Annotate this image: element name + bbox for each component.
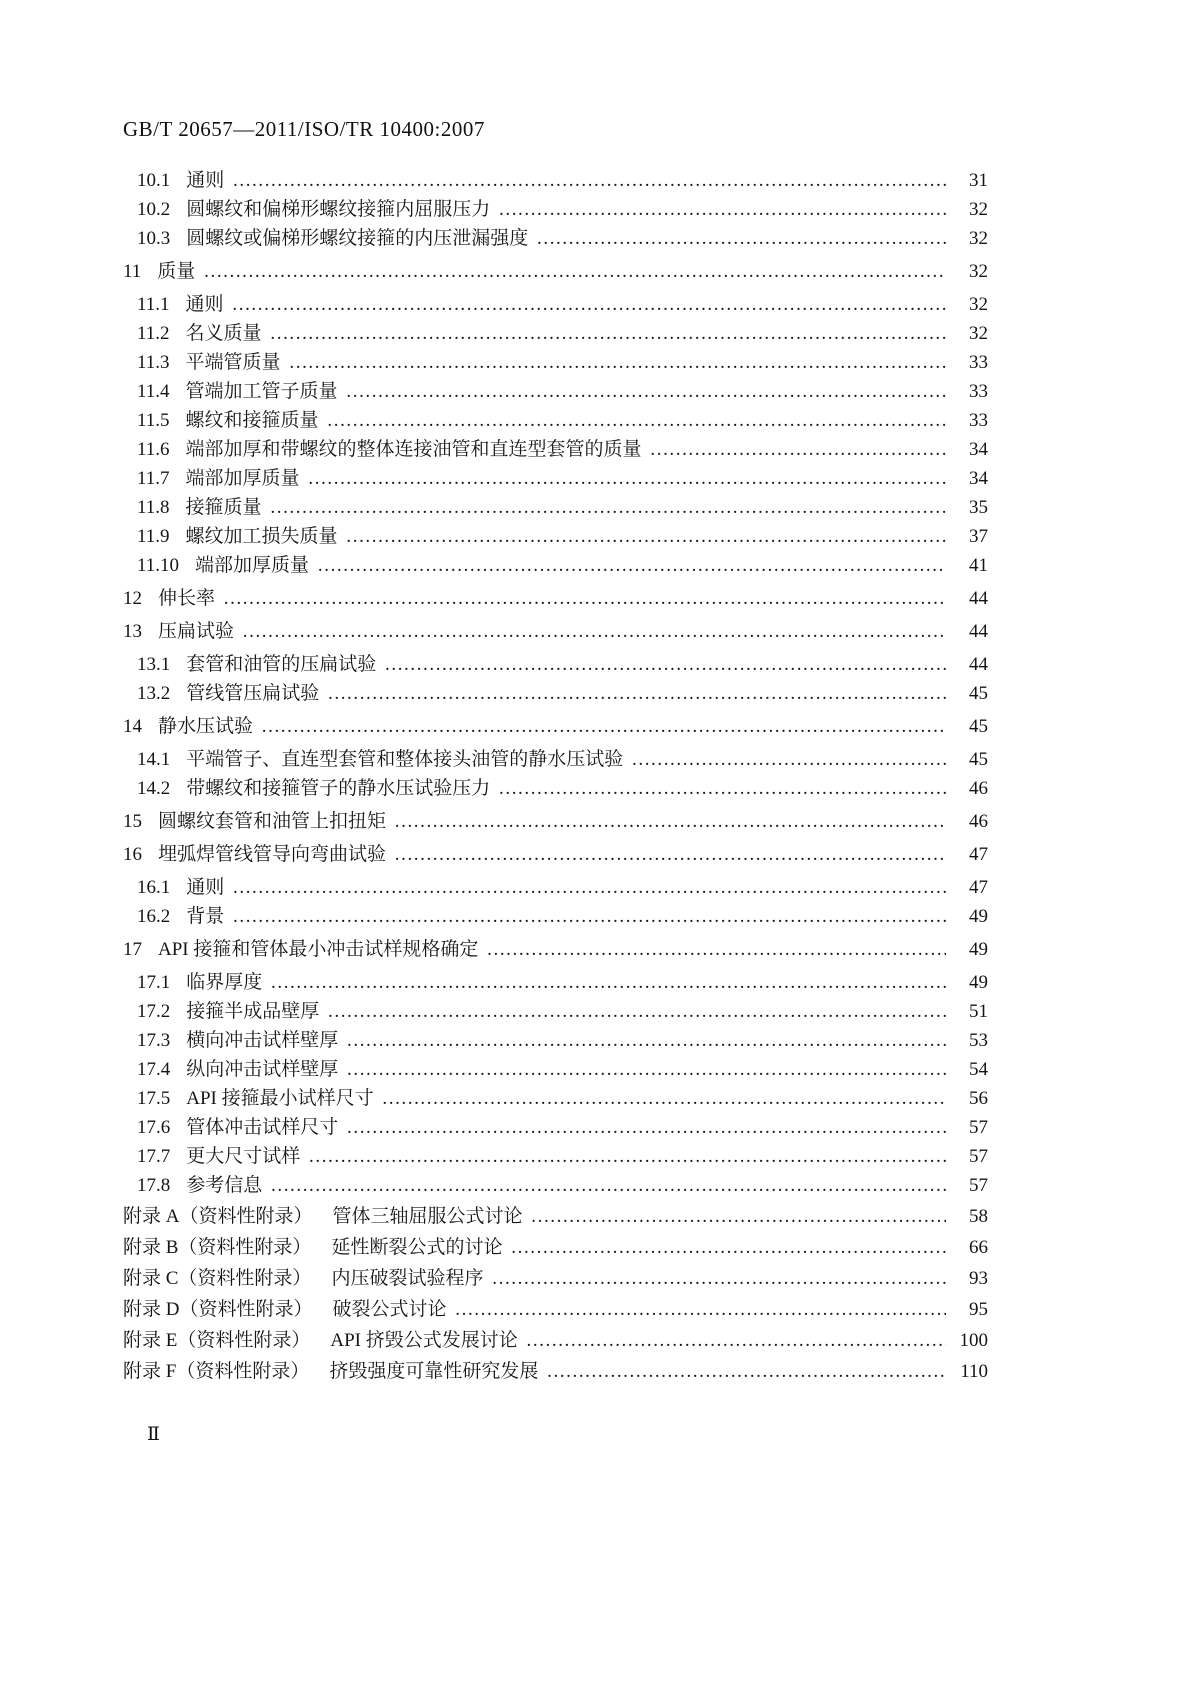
toc-entry <box>123 679 988 708</box>
toc-entry-title: 内压破裂试验程序 <box>331 1268 484 1289</box>
toc-entry-number: 11.6 <box>137 439 170 460</box>
toc-entry-number: 11.7 <box>137 468 170 489</box>
toc-entry-page: 44 <box>969 621 988 642</box>
toc-leader-dots <box>498 195 946 224</box>
toc-entry-title: 压扁试验 <box>158 621 235 642</box>
toc-entry <box>123 377 988 406</box>
toc-entry <box>123 1357 988 1386</box>
toc-entry-number: 13.1 <box>137 654 171 675</box>
toc-entry-number: 16.1 <box>137 877 171 898</box>
toc-entry-page: 37 <box>969 526 988 547</box>
toc-entry <box>123 290 988 319</box>
toc-entry-number: 附录 B（资料性附录） <box>123 1237 312 1258</box>
toc-entry-number: 14 <box>123 716 142 737</box>
toc-entry-title: 更大尺寸试样 <box>186 1146 301 1167</box>
toc-entry-number: 附录 A（资料性附录） <box>123 1206 313 1227</box>
toc-entry-page: 34 <box>969 468 988 489</box>
toc-entry-number: 11.10 <box>137 555 180 576</box>
toc-entry-title: 管端加工管子质量 <box>185 381 338 402</box>
toc-entry-number: 附录 F（资料性附录） <box>123 1361 310 1382</box>
toc-entry-number: 11.1 <box>137 294 170 315</box>
toc-entry <box>123 807 988 836</box>
toc-entry <box>123 968 988 997</box>
toc-entry-page: 53 <box>969 1030 988 1051</box>
toc-entry-number: 附录 E（资料性附录） <box>123 1330 311 1351</box>
toc-entry-page: 46 <box>969 811 988 832</box>
toc-entry <box>123 166 988 195</box>
toc-entry <box>123 712 988 741</box>
toc-entry-title: 接箍半成品壁厚 <box>186 1001 320 1022</box>
toc-entry <box>123 406 988 435</box>
toc-entry-page: 33 <box>969 352 988 373</box>
toc-entry-title: 圆螺纹套管和油管上扣扭矩 <box>158 811 387 832</box>
toc-leader-dots <box>346 1113 946 1142</box>
toc-entry-number: 11.3 <box>137 352 170 373</box>
toc-leader-dots <box>261 712 946 741</box>
toc-leader-dots <box>346 1055 946 1084</box>
toc-entry-number: 11 <box>123 261 142 282</box>
toc-entry-title: 套管和油管的压扁试验 <box>186 654 377 675</box>
toc-entry <box>123 257 988 286</box>
toc-leader-dots <box>289 348 946 377</box>
toc-entry-title: API 接箍和管体最小冲击试样规格确定 <box>158 939 479 960</box>
toc-leader-dots <box>394 807 946 836</box>
toc-leader-dots <box>327 406 946 435</box>
toc-leader-dots <box>394 840 946 869</box>
toc-entry <box>123 584 988 613</box>
toc-entry-title: 带螺纹和接箍管子的静水压试验压力 <box>186 778 491 799</box>
toc-entry-title: 临界厚度 <box>186 972 263 993</box>
toc-entry-page: 32 <box>969 294 988 315</box>
toc-leader-dots <box>232 166 946 195</box>
toc-entry <box>123 1264 988 1293</box>
toc-leader-dots <box>486 935 946 964</box>
toc-entry-number: 11.2 <box>137 323 170 344</box>
toc-entry-number: 14.2 <box>137 778 171 799</box>
toc-entry-title: 通则 <box>185 294 224 315</box>
toc-entry <box>123 195 988 224</box>
toc-entry <box>123 319 988 348</box>
toc-entry-page: 57 <box>969 1146 988 1167</box>
toc-entry-page: 58 <box>969 1206 988 1227</box>
toc-entry-page: 66 <box>969 1237 988 1258</box>
toc-leader-dots <box>510 1233 946 1262</box>
toc-leader-dots <box>631 745 946 774</box>
toc-entry <box>123 1055 988 1084</box>
toc-entry-title: API 接箍最小试样尺寸 <box>186 1088 374 1109</box>
toc-entry-number: 10.1 <box>137 170 171 191</box>
toc-entry-page: 44 <box>969 654 988 675</box>
toc-entry-title: 通则 <box>186 170 225 191</box>
toc-entry-title: 平端管子、直连型套管和整体接头油管的静水压试验 <box>186 749 624 770</box>
toc-leader-dots <box>242 617 946 646</box>
toc-entry <box>123 774 988 803</box>
toc-entry <box>123 1233 988 1262</box>
toc-leader-dots <box>223 584 946 613</box>
toc-leader-dots <box>270 1171 946 1200</box>
toc-entry <box>123 617 988 646</box>
toc-entry-page: 34 <box>969 439 988 460</box>
toc-entry-number: 16.2 <box>137 906 171 927</box>
toc-entry-page: 44 <box>969 588 988 609</box>
toc-entry-number: 13 <box>123 621 142 642</box>
toc-leader-dots <box>270 968 946 997</box>
toc-entry-number: 17 <box>123 939 142 960</box>
toc-entry <box>123 745 988 774</box>
toc-entry <box>123 650 988 679</box>
toc-leader-dots <box>650 435 946 464</box>
toc-leader-dots <box>232 873 946 902</box>
toc-entry-page: 51 <box>969 1001 988 1022</box>
toc-entry-number: 10.3 <box>137 228 171 249</box>
toc-entry <box>123 1202 988 1231</box>
toc-entry-title: 埋弧焊管线管导向弯曲试验 <box>158 844 387 865</box>
toc-entry-page: 56 <box>969 1088 988 1109</box>
toc-entry-number: 11.9 <box>137 526 170 547</box>
toc-leader-dots <box>270 493 946 522</box>
toc-entry-page: 57 <box>969 1117 988 1138</box>
toc-entry-number: 10.2 <box>137 199 171 220</box>
toc-entry <box>123 997 988 1026</box>
toc-entry-title: 圆螺纹或偏梯形螺纹接箍的内压泄漏强度 <box>186 228 529 249</box>
toc-entry-number: 17.6 <box>137 1117 171 1138</box>
toc-entry-page: 32 <box>969 228 988 249</box>
toc-leader-dots <box>232 290 946 319</box>
toc-entry-title: 横向冲击试样壁厚 <box>186 1030 339 1051</box>
toc-entry <box>123 902 988 931</box>
toc-entry-page: 45 <box>969 749 988 770</box>
toc-entry <box>123 1326 988 1355</box>
toc-entry-title: 接箍质量 <box>185 497 262 518</box>
toc-leader-dots <box>384 650 946 679</box>
toc-leader-dots <box>346 522 946 551</box>
toc-entry <box>123 551 988 580</box>
toc-entry-number: 14.1 <box>137 749 171 770</box>
toc-entry-title: 参考信息 <box>186 1175 263 1196</box>
toc-entry-title: 管体冲击试样尺寸 <box>186 1117 339 1138</box>
toc-entry-page: 47 <box>969 844 988 865</box>
toc-entry-title: 静水压试验 <box>158 716 254 737</box>
toc-entry <box>123 935 988 964</box>
toc-entry-page: 49 <box>969 972 988 993</box>
toc-entry-title: 延性断裂公式的讨论 <box>331 1237 503 1258</box>
toc-entry-page: 33 <box>969 410 988 431</box>
toc-entry-title: 通则 <box>186 877 225 898</box>
toc-entry <box>123 1113 988 1142</box>
toc-entry-page: 95 <box>969 1299 988 1320</box>
toc-leader-dots <box>327 997 946 1026</box>
toc-entry-title: 螺纹和接箍质量 <box>185 410 319 431</box>
toc-entry-page: 32 <box>969 199 988 220</box>
toc-entry <box>123 464 988 493</box>
toc-entry <box>123 493 988 522</box>
toc-entry <box>123 1142 988 1171</box>
toc-leader-dots <box>346 1026 946 1055</box>
toc-entry-page: 47 <box>969 877 988 898</box>
toc-entry-title: 平端管质量 <box>185 352 281 373</box>
toc-entry-page: 45 <box>969 716 988 737</box>
toc-entry-page: 33 <box>969 381 988 402</box>
toc-entry <box>123 224 988 253</box>
toc-entry-page: 32 <box>969 323 988 344</box>
toc-entry-page: 49 <box>969 906 988 927</box>
toc-entry-number: 17.2 <box>137 1001 171 1022</box>
toc-entry-number: 17.7 <box>137 1146 171 1167</box>
toc-entry-title: 螺纹加工损失质量 <box>185 526 338 547</box>
toc-entry <box>123 348 988 377</box>
toc-leader-dots <box>526 1326 946 1355</box>
toc-leader-dots <box>203 257 946 286</box>
toc-entry-title: 破裂公式讨论 <box>332 1299 447 1320</box>
toc-entry-page: 49 <box>969 939 988 960</box>
toc-entry-page: 46 <box>969 778 988 799</box>
toc-entry-title: 挤毁强度可靠性研究发展 <box>329 1361 539 1382</box>
toc-entry-number: 17.8 <box>137 1175 171 1196</box>
page-number: Ⅱ <box>147 1424 160 1445</box>
document-standard-number: GB/T 20657—2011/ISO/TR 10400:2007 <box>123 117 485 141</box>
toc-leader-dots <box>546 1357 946 1386</box>
toc-entry-number: 12 <box>123 588 142 609</box>
toc-leader-dots <box>327 679 946 708</box>
toc-leader-dots <box>308 464 946 493</box>
toc-entry-number: 附录 D（资料性附录） <box>123 1299 313 1320</box>
toc-entry <box>123 1084 988 1113</box>
toc-leader-dots <box>308 1142 946 1171</box>
toc-entry-page: 54 <box>969 1059 988 1080</box>
toc-entry-number: 17.3 <box>137 1030 171 1051</box>
toc-entry-number: 17.4 <box>137 1059 171 1080</box>
toc-entry-number: 17.1 <box>137 972 171 993</box>
toc-leader-dots <box>346 377 946 406</box>
toc-leader-dots <box>232 902 946 931</box>
toc-entry-number: 11.5 <box>137 410 170 431</box>
toc-entry-number: 11.4 <box>137 381 170 402</box>
toc-entry-number: 附录 C（资料性附录） <box>123 1268 312 1289</box>
toc-entry-title: API 挤毁公式发展讨论 <box>330 1330 518 1351</box>
toc-entry-page: 31 <box>969 170 988 191</box>
toc-entry-page: 41 <box>969 555 988 576</box>
toc-leader-dots <box>455 1295 947 1324</box>
toc-entry-page: 35 <box>969 497 988 518</box>
toc-entry-page: 100 <box>959 1330 988 1351</box>
toc-leader-dots <box>270 319 946 348</box>
toc-entry-page: 32 <box>969 261 988 282</box>
toc-leader-dots <box>531 1202 947 1231</box>
toc-entry-page: 93 <box>969 1268 988 1289</box>
toc-entry-title: 纵向冲击试样壁厚 <box>186 1059 339 1080</box>
toc-entry <box>123 840 988 869</box>
toc-entry <box>123 522 988 551</box>
toc-entry-title: 管体三轴屈服公式讨论 <box>332 1206 523 1227</box>
toc-entry <box>123 435 988 464</box>
toc-entry-title: 名义质量 <box>185 323 262 344</box>
toc-entry-title: 背景 <box>186 906 225 927</box>
toc-entry-title: 圆螺纹和偏梯形螺纹接箍内屈服压力 <box>186 199 491 220</box>
toc-leader-dots <box>498 774 946 803</box>
toc-entry-title: 端部加厚和带螺纹的整体连接油管和直连型套管的质量 <box>185 439 642 460</box>
toc-entry-page: 57 <box>969 1175 988 1196</box>
toc-entry-title: 管线管压扁试验 <box>186 683 320 704</box>
toc-entry-title: 质量 <box>157 261 196 282</box>
toc-leader-dots <box>491 1264 946 1293</box>
toc-entry <box>123 1026 988 1055</box>
toc-entry <box>123 873 988 902</box>
toc-entry-number: 17.5 <box>137 1088 171 1109</box>
toc-leader-dots <box>382 1084 946 1113</box>
toc-entry-number: 13.2 <box>137 683 171 704</box>
toc-leader-dots <box>536 224 946 253</box>
table-of-contents <box>123 166 988 1388</box>
toc-entry-number: 16 <box>123 844 142 865</box>
toc-entry-page: 110 <box>960 1361 988 1382</box>
toc-leader-dots <box>317 551 946 580</box>
toc-entry-page: 45 <box>969 683 988 704</box>
toc-entry-number: 15 <box>123 811 142 832</box>
toc-entry-title: 端部加厚质量 <box>185 468 300 489</box>
toc-entry <box>123 1171 988 1200</box>
toc-entry-title: 端部加厚质量 <box>195 555 310 576</box>
toc-entry-title: 伸长率 <box>158 588 216 609</box>
toc-entry-number: 11.8 <box>137 497 170 518</box>
toc-entry <box>123 1295 988 1324</box>
